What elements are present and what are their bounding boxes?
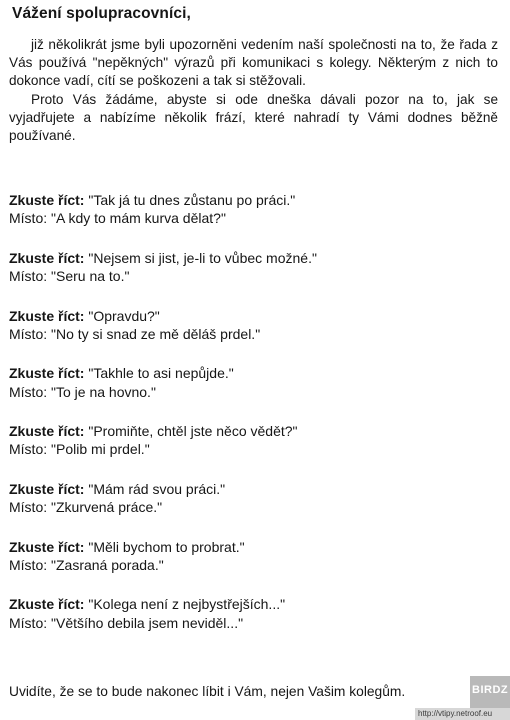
say-label: Zkuste říct: (9, 249, 85, 266)
instead-text: "Seru na to." (51, 268, 130, 285)
intro-paragraph-2: Proto Vás žádáme, abyste si ode dneška dávali pozor na to, jak se vyjadřujete a nabízíme několik frází, které nahradí ty Vámi dodnes běžně používané. (9, 91, 498, 144)
instead-text: "Polib mi prdel." (51, 441, 150, 458)
instead-text: "Většího debila jsem neviděl..." (51, 614, 244, 631)
say-label: Zkuste říct: (9, 423, 85, 440)
instead-text: "No ty si snad ze mě děláš prdel." (51, 325, 261, 342)
instead-text: "Zasraná porada." (51, 556, 164, 573)
watermark-logo-text: BIRDZ (472, 684, 509, 696)
instead-text: "A kdy to mám kurva dělat?" (51, 210, 226, 227)
say-text: "Kolega není z nejbystřejších..." (88, 596, 286, 613)
letter-greeting: Vážení spolupracovníci, (12, 5, 191, 22)
say-text: "Nejsem si jist, je-li to vůbec možné." (88, 249, 317, 266)
phrase-instead-line (9, 440, 504, 458)
say-label: Zkuste říct: (9, 192, 85, 208)
phrase-instead-line (9, 556, 504, 574)
say-label: Zkuste říct: (9, 538, 85, 555)
phrase-pair (9, 364, 504, 401)
phrase-say-line (9, 422, 504, 440)
phrase-pair (9, 191, 504, 228)
phrase-pair (9, 595, 504, 632)
watermark-url-bar (415, 708, 510, 720)
intro-paragraph-1: již několikrát jsme byli upozorněni vedením naší společnosti na to, že řada z Vás používá "nepěkných" výrazů při komunikaci s kolegy. Některým z nich to dokonce vadí, cítí se poškozeni a tak si stěžovali. (9, 37, 498, 89)
phrase-say-line (9, 364, 504, 382)
phrase-instead-line (9, 325, 504, 343)
say-label: Zkuste říct: (9, 365, 85, 382)
phrase-pair (9, 538, 504, 575)
letter-intro (9, 36, 498, 145)
phrase-instead-line (9, 209, 504, 227)
phrase-pair (9, 307, 504, 344)
watermark-url: http://vtipy.netroof.eu (418, 709, 493, 718)
instead-label: Místo: (9, 499, 48, 516)
instead-label: Místo: (9, 441, 48, 458)
instead-text: "Zkurvená práce." (51, 499, 163, 516)
phrase-list (9, 191, 504, 653)
phrase-pair (9, 422, 504, 459)
say-text: "Tak já tu dnes zůstanu po práci." (88, 192, 296, 208)
instead-label: Místo: (9, 383, 48, 400)
say-text: "Mám rád svou práci." (88, 480, 226, 497)
phrase-instead-line (9, 383, 504, 401)
say-text: "Takhle to asi nepůjde." (88, 365, 234, 382)
letter-closing: Uvidíte, že se to bude nakonec líbit i Vám, nejen Vašim kolegům. (9, 684, 406, 699)
phrase-pair (9, 480, 504, 517)
say-label: Zkuste říct: (9, 596, 85, 613)
phrase-pair (9, 249, 504, 286)
phrase-say-line (9, 538, 504, 556)
instead-label: Místo: (9, 325, 48, 342)
instead-text: "To je na hovno." (51, 383, 156, 400)
instead-label: Místo: (9, 556, 48, 573)
say-text: "Opravdu?" (88, 307, 160, 324)
phrase-say-line (9, 480, 504, 498)
phrase-say-line (9, 191, 504, 209)
phrase-instead-line (9, 498, 504, 516)
instead-label: Místo: (9, 614, 48, 631)
say-text: "Měli bychom to probrat." (88, 538, 245, 555)
say-text: "Promiňte, chtěl jste něco vědět?" (88, 423, 298, 440)
phrase-say-line (9, 595, 504, 613)
phrase-say-line (9, 249, 504, 267)
say-label: Zkuste říct: (9, 307, 85, 324)
phrase-instead-line (9, 267, 504, 285)
say-label: Zkuste říct: (9, 480, 85, 497)
phrase-instead-line (9, 614, 504, 632)
phrase-say-line (9, 307, 504, 325)
instead-label: Místo: (9, 210, 48, 227)
instead-label: Místo: (9, 268, 48, 285)
